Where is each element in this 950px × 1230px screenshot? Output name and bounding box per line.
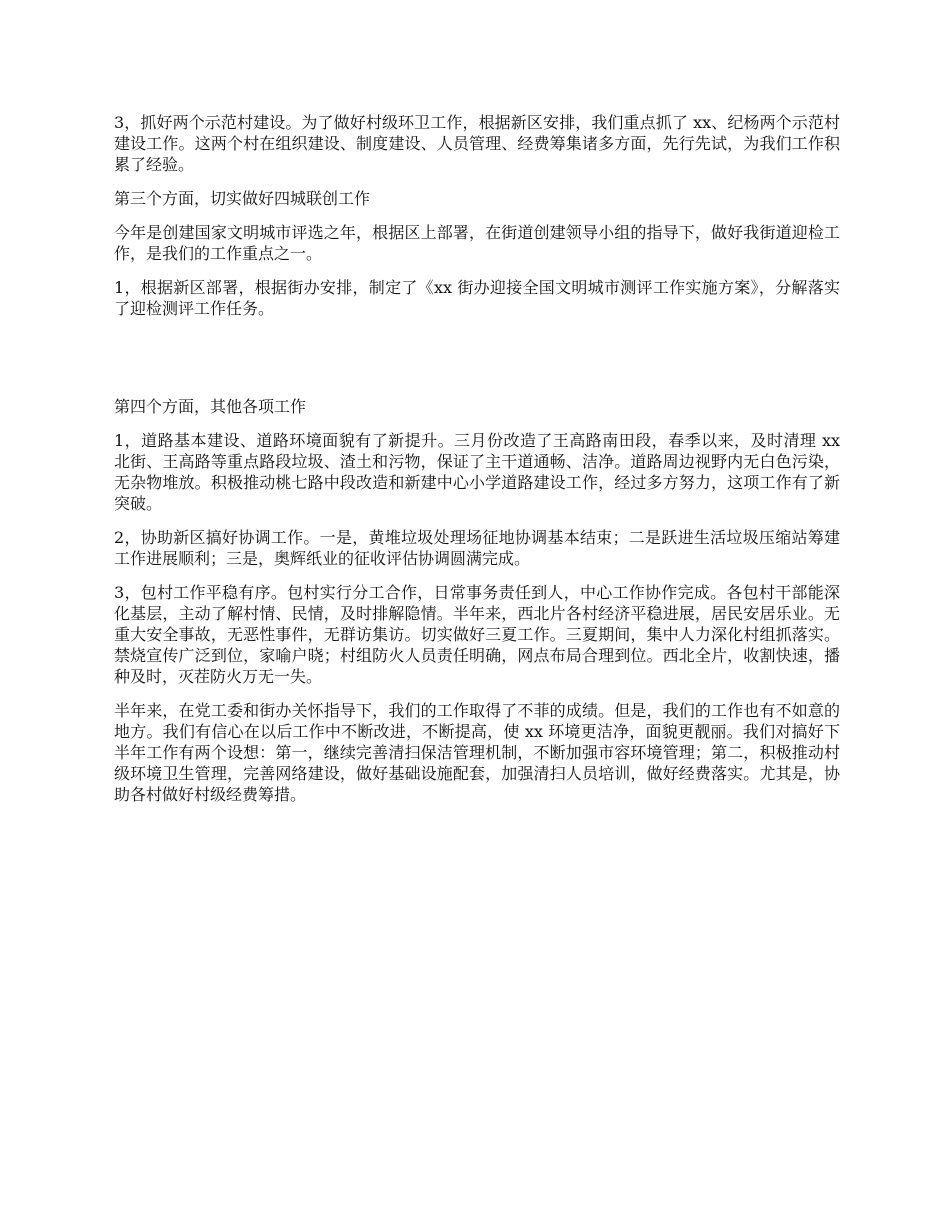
blank-gap: [114, 332, 840, 396]
section-heading-three: 第三个方面，切实做好四城联创工作: [114, 189, 371, 208]
section-heading-four: 第四个方面，其他各项工作: [114, 397, 307, 416]
document-body: [114, 112, 840, 818]
paragraph-inspection-plan: 1，根据新区部署，根据街办安排，制定了《xx 街办迎接全国文明城市测评工作实施方案》，分解落实了迎检测评工作任务。: [114, 278, 840, 318]
paragraph-coordination: 2，协助新区搞好协调工作。一是，黄堆垃圾处理场征地协调基本结束；二是跃进生活垃圾压缩站筹建工作进展顺利；三是，奥辉纸业的征收评估协调圆满完成。: [114, 528, 840, 568]
paragraph-village-work: 3，包村工作平稳有序。包村实行分工合作，日常事务责任到人，中心工作协作完成。各包村干部能深化基层，主动了解村情、民情，及时排解隐情。半年来，西北片各村经济平稳进展，居民安居乐业。无重大安全事故，无恶性事件，无群访集访。切实做好三夏工作。三夏期间，集中人力深化村组抓落实。禁烧宣传广泛到位，家喻户晓；村组防火人员责任明确，网点布局合理到位。西北全片，收割快速，播种及时，灭茬防火万无一失。: [114, 583, 840, 686]
paragraph-road-construction: 1，道路基本建设、道路环境面貌有了新提升。三月份改造了王高路南田段，春季以来，及时清理 xx 北街、王高路等重点路段垃圾、渣土和污物，保证了主干道通畅、洁净。道路周边视野内无白色污染，无杂物堆放。积极推动桃七路中段改造和新建中心小学道路建设工作，经过多方努力，这项工作有了新突破。: [114, 431, 840, 513]
paragraph-summary: 半年来，在党工委和街办关怀指导下，我们的工作取得了不菲的成绩。但是，我们的工作也有不如意的地方。我们有信心在以后工作中不断改进，不断提高，使 xx 环境更洁净，面貌更靓丽。我们对搞好下半年工作有两个设想：第一，继续完善清扫保洁管理机制，不断加强市容环境管理；第二，积极推动村级环境卫生管理，完善网络建设，做好基础设施配套，加强清扫人员培训，做好经费落实。尤其是，协助各村做好村级经费筹措。: [114, 701, 840, 804]
paragraph-demonstration-villages: 3，抓好两个示范村建设。为了做好村级环卫工作，根据新区安排，我们重点抓了 xx、纪杨两个示范村建设工作。这两个村在组织建设、制度建设、人员管理、经费筹集诸多方面，先行先试，为我们工作积累了经验。: [114, 113, 840, 174]
paragraph-civilized-city: 今年是创建国家文明城市评选之年，根据区上部署，在街道创建领导小组的指导下，做好我街道迎检工作，是我们的工作重点之一。: [114, 223, 840, 263]
